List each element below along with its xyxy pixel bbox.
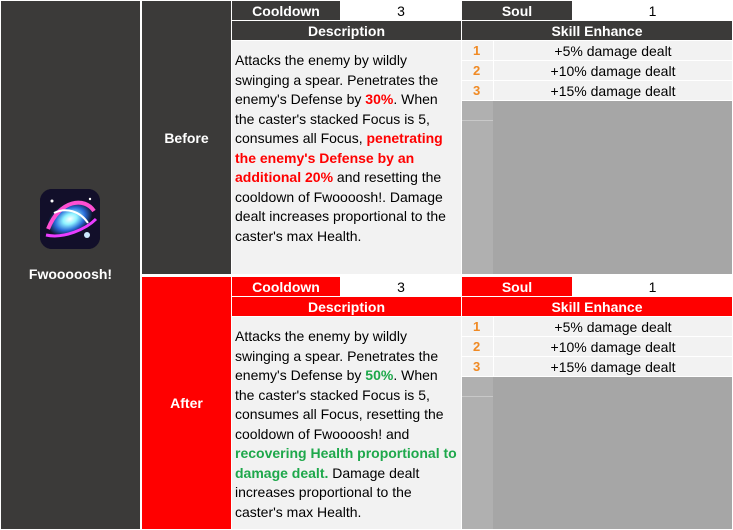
after-filler-row-line bbox=[462, 396, 493, 397]
before-enhance-num-3: 3 bbox=[462, 81, 493, 100]
after-desc-part1: Attacks the enemy by wildly swinging a spear. Penetrates the enemy's Defense by bbox=[235, 328, 439, 383]
before-desc-highlight1: 30% bbox=[365, 91, 394, 107]
after-soul-value: 1 bbox=[573, 277, 732, 296]
before-cooldown-label: Cooldown bbox=[232, 1, 340, 20]
after-desc-part2: . When the caster's stacked Focus is 5, consumes all Focus, resetting the cooldown of Fwoooosh! and bbox=[235, 367, 444, 442]
section-divider bbox=[142, 275, 732, 277]
after-desc-highlight2: recovering Health proportional to damage dealt. bbox=[235, 445, 457, 481]
before-enhance-text-3: +15% damage dealt bbox=[494, 81, 732, 100]
after-soul-label: Soul bbox=[462, 277, 572, 296]
before-cooldown-value: 3 bbox=[341, 1, 461, 20]
before-desc-part3: and resetting the cooldown of Fwoooosh!. Damage dealt increases proportional to the caster's max Health. bbox=[235, 169, 446, 244]
after-description bbox=[232, 317, 461, 529]
before-description bbox=[232, 41, 461, 274]
before-desc-part1: Attacks the enemy by wildly swinging a spear. Penetrates the enemy's Defense by bbox=[235, 52, 439, 107]
after-desc-part3: Damage dealt increases proportional to the caster's max Health. bbox=[235, 464, 420, 520]
after-enhance-header: Skill Enhance bbox=[462, 297, 732, 316]
after-enhance-filler-left bbox=[462, 377, 493, 529]
after-enhance-filler bbox=[462, 377, 732, 529]
after-enhance-num-1: 1 bbox=[462, 317, 493, 336]
after-enhance-text-1: +5% damage dealt bbox=[494, 317, 732, 336]
before-desc-part2: . When the caster's stacked Focus is 5, consumes all Focus, bbox=[235, 91, 438, 146]
before-enhance-text-1: +5% damage dealt bbox=[494, 41, 732, 60]
after-label: After bbox=[142, 277, 231, 529]
after-cooldown-label: Cooldown bbox=[232, 277, 340, 296]
before-label: Before bbox=[142, 1, 231, 274]
before-soul-label: Soul bbox=[462, 1, 572, 20]
after-enhance-text-2: +10% damage dealt bbox=[494, 337, 732, 356]
after-enhance-text-3: +15% damage dealt bbox=[494, 357, 732, 376]
before-filler-row-line bbox=[462, 120, 493, 121]
before-soul-value: 1 bbox=[573, 1, 732, 20]
after-desc-highlight1: 50% bbox=[365, 367, 394, 383]
before-enhance-text-2: +10% damage dealt bbox=[494, 61, 732, 80]
before-enhance-header: Skill Enhance bbox=[462, 21, 732, 40]
before-desc-highlight2: penetrating the enemy's Defense by an additional 20% bbox=[235, 130, 443, 185]
after-enhance-num-2: 2 bbox=[462, 337, 493, 356]
before-description-header: Description bbox=[232, 21, 461, 40]
before-enhance-num-2: 2 bbox=[462, 61, 493, 80]
skill-name: Fwooooosh! bbox=[28, 266, 113, 282]
after-cooldown-value: 3 bbox=[341, 277, 461, 296]
before-enhance-filler bbox=[462, 101, 732, 274]
before-enhance-num-1: 1 bbox=[462, 41, 493, 60]
after-description-header: Description bbox=[232, 297, 461, 316]
after-enhance-num-3: 3 bbox=[462, 357, 493, 376]
before-enhance-filler-left bbox=[462, 101, 493, 274]
spear-swirl-icon bbox=[40, 189, 100, 249]
